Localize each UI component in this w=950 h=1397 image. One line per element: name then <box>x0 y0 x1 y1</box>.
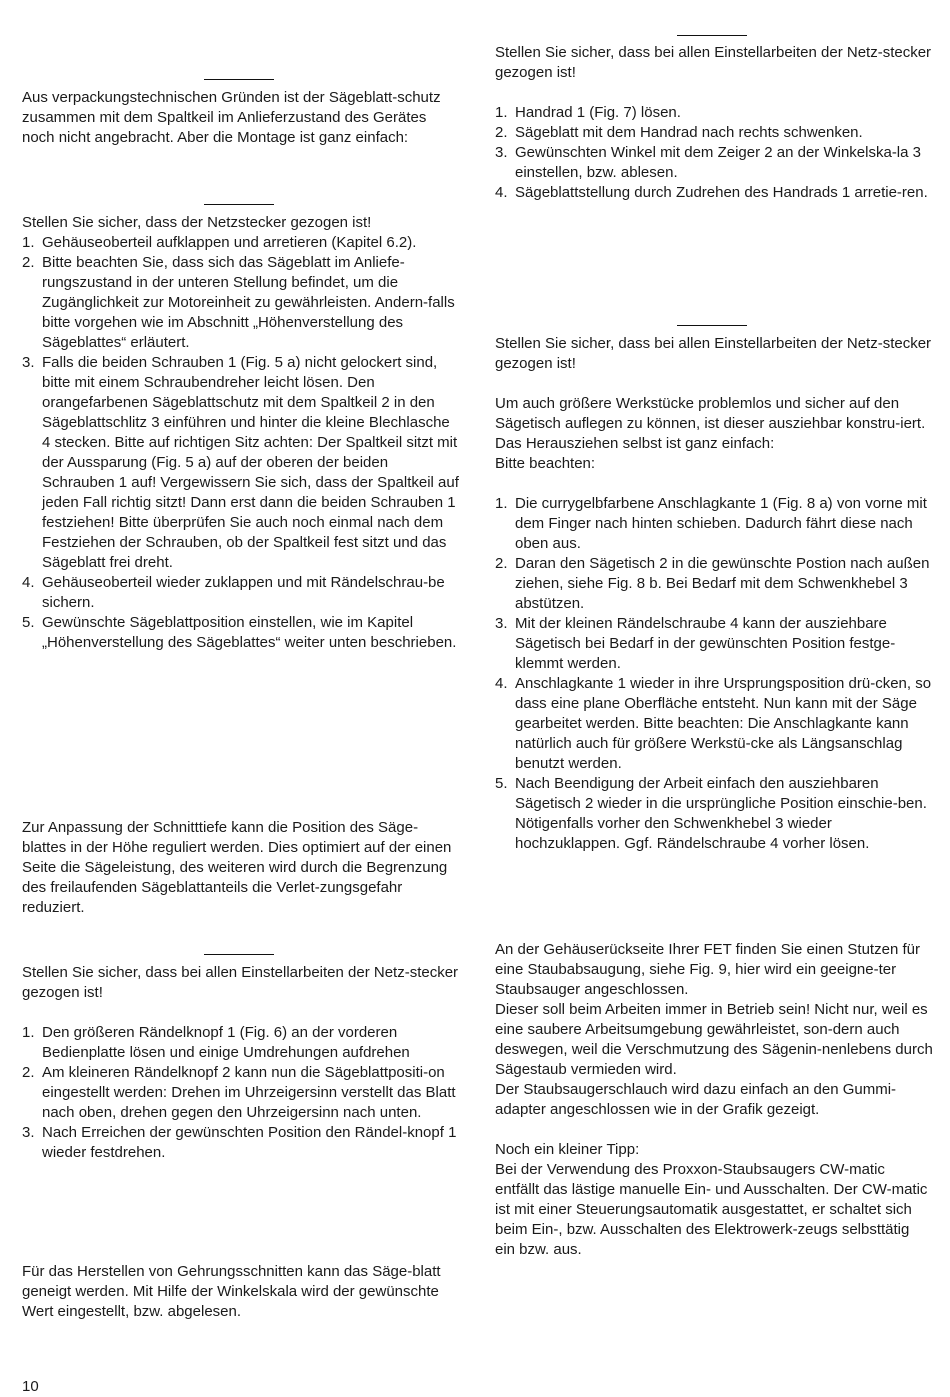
list-item-text: Nach Beendigung der Arbeit einfach den ausziehbaren Sägetisch 2 wieder in die ursprüngliche Position einschie-ben. Nötigenfalls vorher den Schwenkhebel 3 wieder hochzuklappen. Ggf. Rändelschraube 4 vorher lösen. <box>515 775 927 852</box>
height-steps <box>22 1023 460 1163</box>
list-item-text: Mit der kleinen Rändelschraube 4 kann der ausziehbare Sägetisch bei Bedarf in der gewünschten Position festge-klemmt werden. <box>515 615 896 672</box>
list-item <box>22 613 460 653</box>
list-item-text: Am kleineren Rändelknopf 2 kann nun die Sägeblattpositi-on eingestellt werden: Drehen im Uhrzeigersinn verstellt das Blatt nach oben, drehen gegen den Uhrzeigersinn nach unten. <box>42 1064 456 1121</box>
list-item-number: 3. <box>495 144 508 161</box>
list-item <box>22 1123 460 1163</box>
list-item-number: 3. <box>22 354 35 371</box>
dust-paragraph-2: Dieser soll beim Arbeiten immer in Betrieb sein! Nicht nur, weil es eine saubere Arbeitsumgebung gewährleistet, son-dern auch deswegen, weil die Verschmutzung des Sägenin-nenlebens durch Sägestaub vermieden wird. <box>495 1001 933 1078</box>
list-item-number: 3. <box>22 1124 35 1141</box>
assembly-intro <box>22 88 460 148</box>
warning-text: Stellen Sie sicher, dass bei allen Einstellarbeiten der Netz-stecker gezogen ist! <box>22 964 459 1001</box>
divider-rule <box>204 954 274 955</box>
assembly-section <box>22 213 460 653</box>
list-item <box>22 573 460 613</box>
warning-text: Stellen Sie sicher, dass der Netzstecker gezogen ist! <box>22 214 372 231</box>
intro-paragraph: Aus verpackungstechnischen Gründen ist der Sägeblatt-schutz zusammen mit dem Spaltkeil im Anlieferzustand des Gerätes noch nicht angebracht. Aber die Montage ist ganz einfach: <box>22 89 441 146</box>
list-item <box>22 233 460 253</box>
miter-intro <box>22 1262 460 1322</box>
list-item-text: Gehäuseoberteil aufklappen und arretieren (Kapitel 6.2). <box>42 234 417 251</box>
divider-rule <box>204 204 274 205</box>
list-item-number: 5. <box>495 775 508 792</box>
divider-rule <box>204 79 274 80</box>
assembly-steps <box>22 233 460 653</box>
dust-section <box>495 940 933 1260</box>
list-item-number: 4. <box>495 675 508 692</box>
list-item <box>495 494 933 554</box>
table-steps <box>495 494 933 854</box>
list-item-number: 4. <box>22 574 35 591</box>
list-item <box>495 183 933 203</box>
tilt-steps <box>495 103 933 203</box>
list-item <box>495 123 933 143</box>
table-note: Bitte beachten: <box>495 455 596 472</box>
list-item-number: 3. <box>495 615 508 632</box>
list-item-text: Daran den Sägetisch 2 in die gewünschte Postion nach außen ziehen, siehe Fig. 8 b. Bei Bedarf mit dem Schwenkhebel 3 abstützen. <box>515 555 930 612</box>
list-item-text: Falls die beiden Schrauben 1 (Fig. 5 a) nicht gelockert sind, bitte mit einem Schraubendreher leicht lösen. Den orangefarbenen Sägeblattschutz mit dem Spaltkeil 2 in den Sägeblattschlitz 3 einführen und hinter die kleine Blechlasche 4 stecken. Bitte auf richtigen Sitz achten: Der Spaltkeil sitzt mit der Aussparung (Fig. 5 a) auf der oberen der beiden Schrauben 1 auf! Vergewissern Sie sich, dass der Spaltkeil auf jeden Fall richtig sitzt! Dann erst dann die beiden Schrauben 1 festziehen! Bitte überprüfen Sie auch noch einmal nach dem Festziehen der Schrauben, ob der Spaltkeil fest sitzt und das Sägeblatt frei dreht. <box>42 354 459 571</box>
list-item-text: Gewünschten Winkel mit dem Zeiger 2 an der Winkelska-la 3 einstellen, bzw. ablesen. <box>515 144 921 181</box>
list-item-number: 5. <box>22 614 35 631</box>
warning-text: Stellen Sie sicher, dass bei allen Einstellarbeiten der Netz-stecker gezogen ist! <box>495 335 932 372</box>
list-item <box>22 1023 460 1063</box>
table-section <box>495 334 933 854</box>
height-intro <box>22 818 460 918</box>
list-item-number: 2. <box>22 254 35 271</box>
list-item-text: Nach Erreichen der gewünschten Position den Rändel-knopf 1 wieder festdrehen. <box>42 1124 457 1161</box>
list-item-number: 2. <box>495 555 508 572</box>
list-item <box>495 674 933 774</box>
list-item-text: Den größeren Rändelknopf 1 (Fig. 6) an der vorderen Bedienplatte lösen und einige Umdrehungen aufdrehen <box>42 1024 410 1061</box>
warning-text: Stellen Sie sicher, dass bei allen Einstellarbeiten der Netz-stecker gezogen ist! <box>495 44 932 81</box>
list-item-text: Gewünschte Sägeblattposition einstellen, wie im Kapitel „Höhenverstellung des Sägeblattes“ weiter unten beschrieben. <box>42 614 457 651</box>
miter-paragraph: Für das Herstellen von Gehrungsschnitten kann das Säge-blatt geneigt werden. Mit Hilfe der Winkelskala wird der gewünschte Wert eingestellt, bzw. abgelesen. <box>22 1263 441 1320</box>
list-item-text: Handrad 1 (Fig. 7) lösen. <box>515 104 681 121</box>
tip-paragraph: Bei der Verwendung des Proxxon-Staubsaugers CW-matic entfällt das lästige manuelle Ein- und Ausschalten. Der CW-matic ist mit einer Steuerungsautomatik ausgestattet, er schaltet sich beim Ein-, bzw. Ausschalten des Elektrowerk-zeugs selbsttätig ein bzw. aus. <box>495 1161 928 1258</box>
list-item-number: 1. <box>495 104 508 121</box>
list-item-number: 2. <box>22 1064 35 1081</box>
list-item-number: 2. <box>495 124 508 141</box>
list-item <box>495 554 933 614</box>
list-item-number: 1. <box>495 495 508 512</box>
dust-paragraph-1: An der Gehäuserückseite Ihrer FET finden Sie einen Stutzen für eine Staubabsaugung, siehe Fig. 9, hier wird ein geeigne-ter Staubsauger angeschlossen. <box>495 941 920 998</box>
divider-rule <box>677 35 747 36</box>
tilt-section <box>495 43 933 203</box>
height-section <box>22 963 460 1163</box>
dust-paragraph-3: Der Staubsaugerschlauch wird dazu einfach an den Gummi-adapter angeschlossen wie in der Grafik gezeigt. <box>495 1081 897 1118</box>
list-item-text: Die currygelbfarbene Anschlagkante 1 (Fig. 8 a) von vorne mit dem Finger nach hinten schieben. Dadurch fährt diese nach oben aus. <box>515 495 927 552</box>
list-item <box>22 253 460 353</box>
list-item-text: Bitte beachten Sie, dass sich das Sägeblatt im Anliefe-rungszustand in der unteren Stellung befindet, um die Zugänglichkeit zur Motoreinheit zu gewährleisten. Andern-falls bitte vorgehen wie im Abschnitt „Höhenverstellung des Sägeblattes“ erläutert. <box>42 254 455 351</box>
list-item-number: 4. <box>495 184 508 201</box>
list-item <box>495 143 933 183</box>
list-item-number: 1. <box>22 234 35 251</box>
list-item-text: Sägeblattstellung durch Zudrehen des Handrads 1 arretie-ren. <box>515 184 928 201</box>
list-item-number: 1. <box>22 1024 35 1041</box>
list-item-text: Anschlagkante 1 wieder in ihre Ursprungsposition drü-cken, so dass eine plane Oberfläche entsteht. Nun kann mit der Säge gearbeitet werden. Bitte beachten: Die Anschlagkante kann natürlich auch für größere Werkstü-cke als Längsanschlag benutzt werden. <box>515 675 932 772</box>
list-item-text: Sägeblatt mit dem Handrad nach rechts schwenken. <box>515 124 863 141</box>
height-paragraph: Zur Anpassung der Schnitttiefe kann die Position des Säge-blattes in der Höhe reguliert werden. Dies optimiert auf der einen Seite die Sägeleistung, des weiteren wird durch die Begrenzung des freilaufenden Sägeblattanteils die Verlet-zungsgefahr reduziert. <box>22 819 452 916</box>
list-item <box>495 103 933 123</box>
tip-title: Noch ein kleiner Tipp: <box>495 1141 640 1158</box>
divider-rule <box>677 325 747 326</box>
list-item <box>495 614 933 674</box>
page-number: 10 <box>22 1378 39 1395</box>
list-item-text: Gehäuseoberteil wieder zuklappen und mit Rändelschrau-be sichern. <box>42 574 445 611</box>
table-paragraph: Um auch größere Werkstücke problemlos und sicher auf den Sägetisch auflegen zu können, ist dieser ausziehbar konstru-iert. Das Herausziehen selbst ist ganz einfach: <box>495 395 926 452</box>
list-item <box>495 774 933 854</box>
list-item <box>22 353 460 573</box>
list-item <box>22 1063 460 1123</box>
